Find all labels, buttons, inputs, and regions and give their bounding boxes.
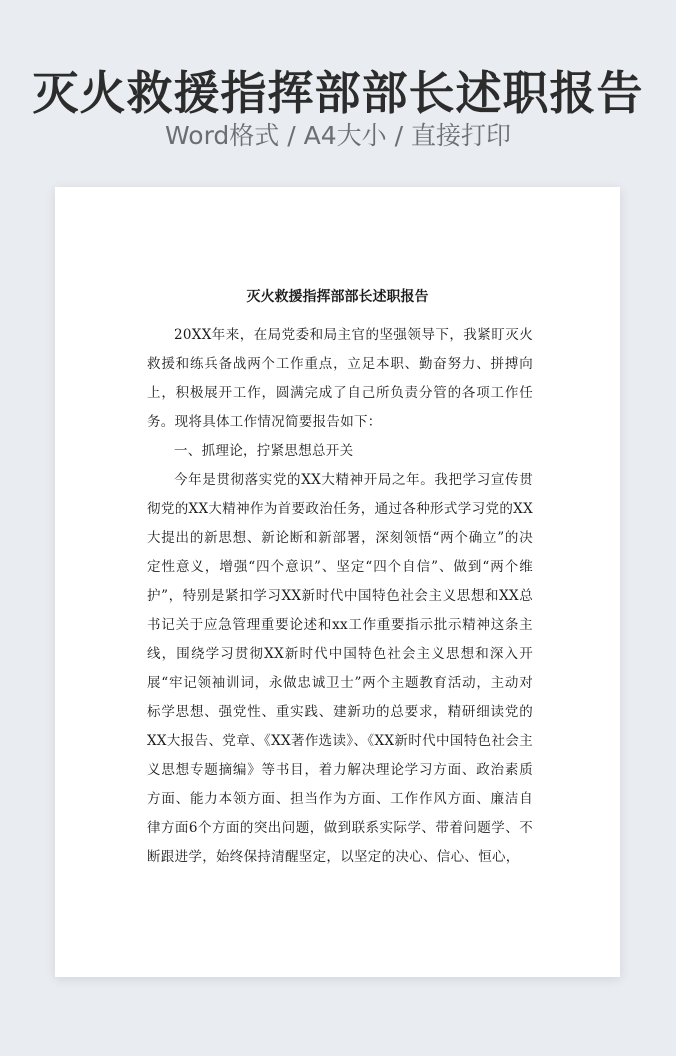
document-page (55, 187, 620, 977)
document-title: 灭火救援指挥部部长述职报告 (246, 289, 429, 305)
banner-title: 灭火救援指挥部部长述职报告 (32, 66, 644, 120)
section-heading: 一、抓理论，拧紧思想总开关 (174, 443, 354, 459)
paragraph-intro: 20XX年来，在局党委和局主官的坚强领导下，我紧盯灭火救援和练兵备战两个工作重点，立足本职、勤奋努力、拼搏向上，积极展开工作，圆满完成了自己所负责分管的各项工作任务。现将具体工作情况简要报告如下： (147, 327, 533, 430)
banner-subtitle: Word格式 / A4大小 / 直接打印 (165, 121, 511, 150)
paragraph-body: 今年是贯彻落实党的XX大精神开局之年。我把学习宣传贯彻党的XX大精神作为首要政治任务，通过各种形式学习党的XX大提出的新思想、新论断和新部署，深刻领悟“两个确立”的决定性意义，增强“四个意识”、坚定“四个自信”、做到“两个维护”，特别是紧扣学习XX新时代中国特色社会主义思想和XX总书记关于应急管理重要论述和xx工作重要指示批示精神这条主线，围绕学习贯彻XX新时代中国特色社会主义思想和深入开展“牢记领袖训词，永做忠诚卫士”两个主题教育活动，主动对标学思想、强党性、重实践、建新功的总要求，精研细读党的XX大报告、党章、《XX著作选读》、《XX新时代中国特色社会主义思想专题摘编》等书目，着力解决理论学习方面、政治素质方面、能力本领方面、担当作为方面、工作作风方面、廉洁自律方面6个方面的突出问题，做到联系实际学、带着问题学、不断跟进学，始终保持清醒坚定，以坚定的决心、信心、恒心， (147, 472, 533, 865)
document-body (147, 321, 533, 872)
